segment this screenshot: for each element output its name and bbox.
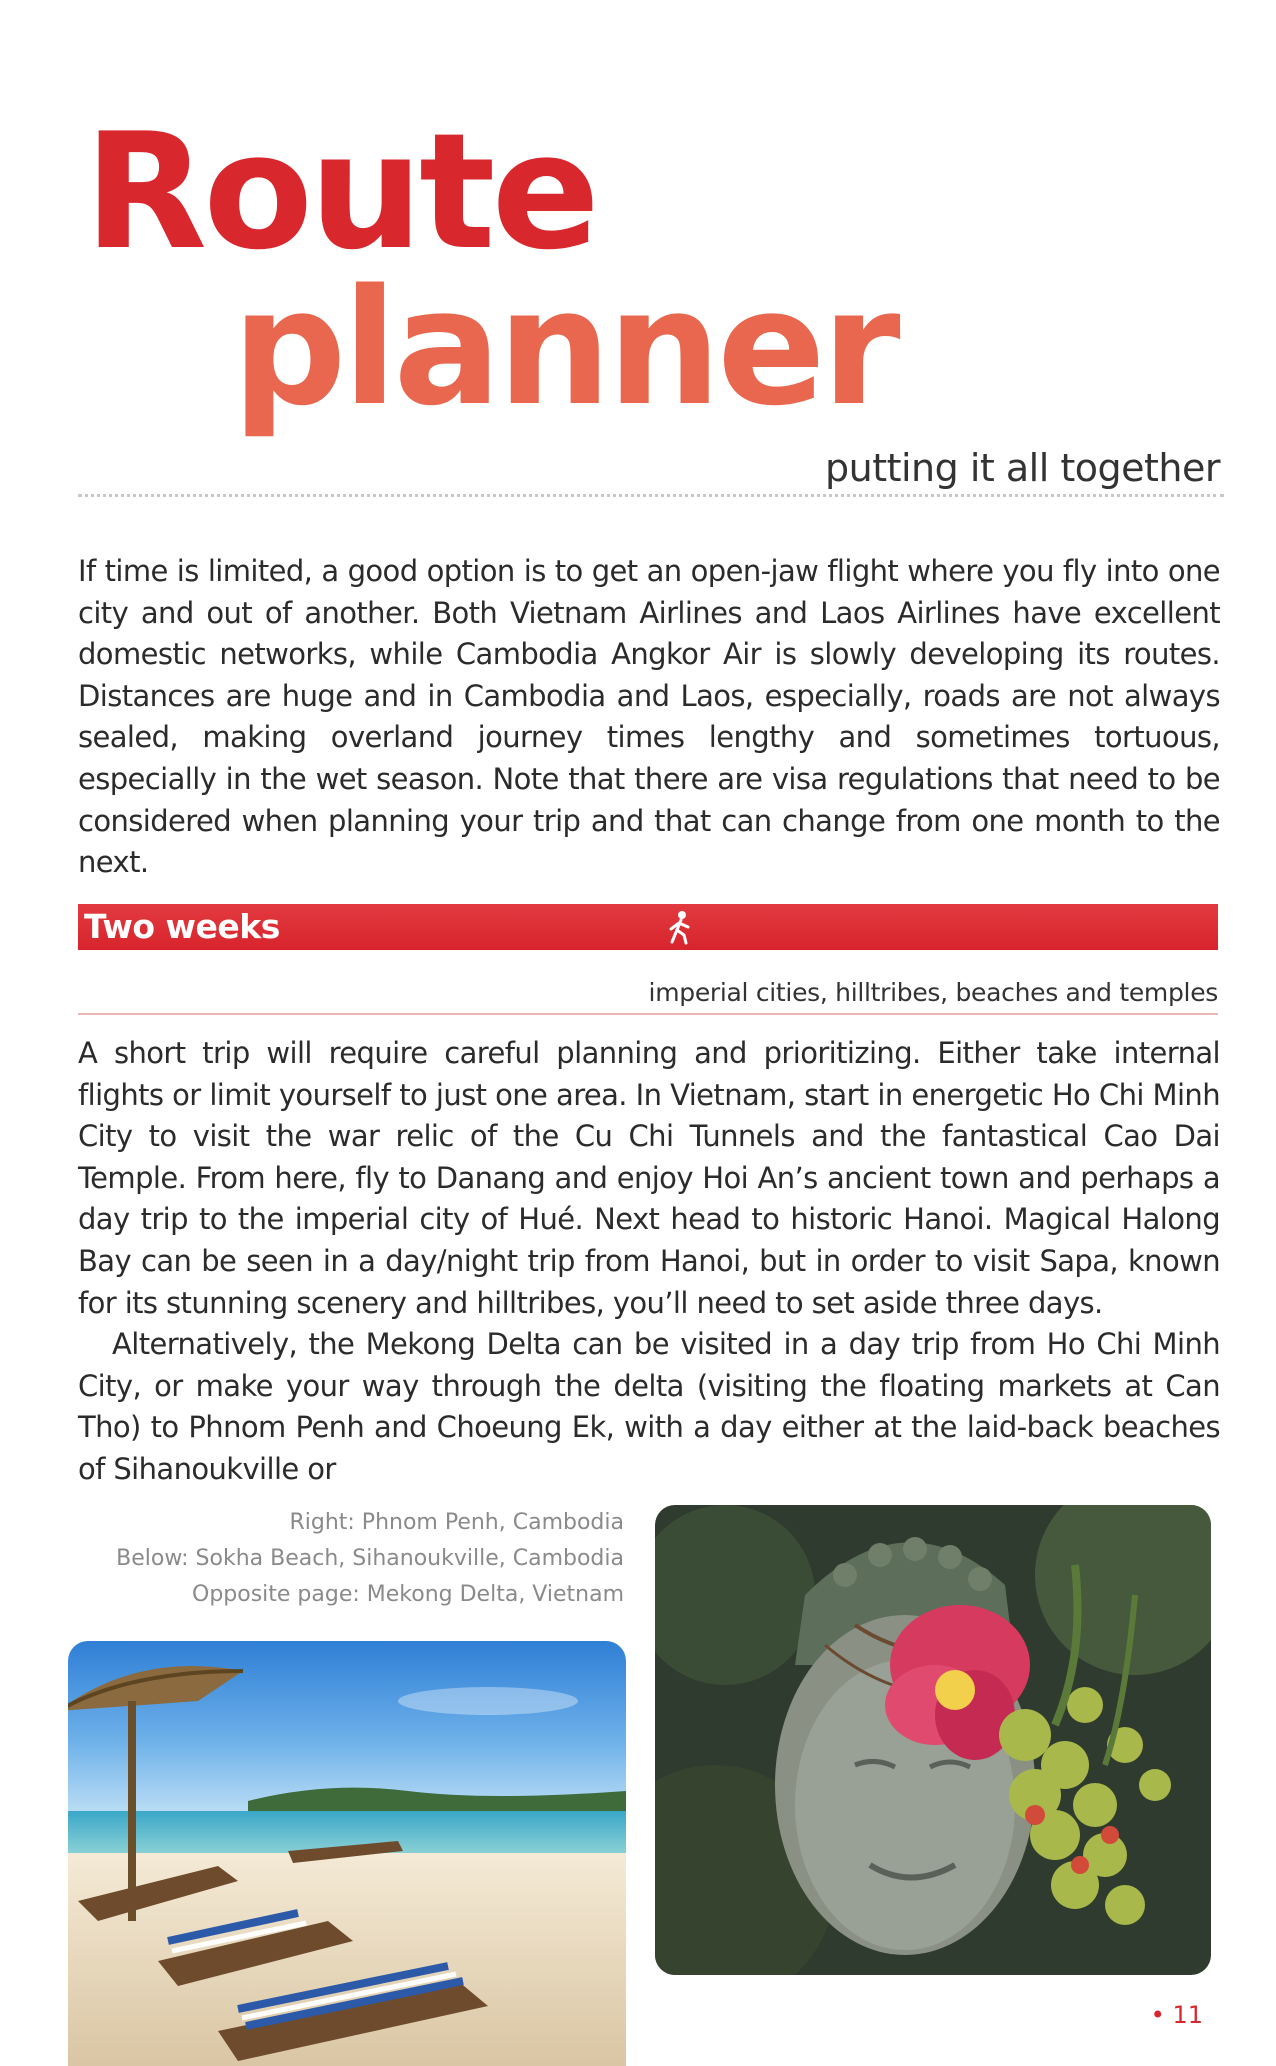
section-divider (78, 1013, 1218, 1015)
section-header-bar (78, 904, 1218, 950)
caption-right: Right: Phnom Penh, Cambodia (289, 1510, 624, 1535)
page-subtitle: putting it all together (825, 446, 1220, 490)
section-paragraph-1: A short trip will require careful planning and prioritizing. Either take internal flights or limit yourself to just one area. In Vietnam, start in energetic Ho Chi Minh City to visit the war relic of the Cu Chi Tunnels and the fantastical Cao Dai Temple. From here, fly to Danang and enjoy Hoi An’s ancient town and perhaps a day trip to the imperial city of Hué. Next head to historic Hanoi. Magical Halong Bay can be seen in a day/night trip from Hanoi, but in order to visit Sapa, known for its stunning scenery and hilltribes, you’ll need to set aside three days. (78, 1036, 1220, 1320)
section-title: Two weeks (84, 907, 280, 946)
section-body (78, 1033, 1220, 1491)
intro-paragraph: If time is limited, a good option is to get an open-jaw flight where you fly into one city and out of another. Both Vietnam Airlines and Laos Airlines have excellent domestic networks, while Cambodia Angkor Air is slowly developing its routes. Distances are huge and in Cambodia and Laos, especially, roads are not always sealed, making overland journey times lengthy and sometimes tortuous, especially in the wet season. Note that there are visa regulations that need to be considered when planning your trip and that can change from one month to the next. (78, 554, 1220, 880)
walker-icon (662, 909, 698, 945)
title-line-1: Route (84, 98, 597, 285)
page-number: • 11 (1150, 2001, 1203, 2029)
section-paragraph-2: Alternatively, the Mekong Delta can be visited in a day trip from Ho Chi Minh City, or make your way through the delta (visiting the floating markets at Can Tho) to Phnom Penh and Choeung Ek, with a day either at the laid-back beaches of Sihanoukville or (78, 1327, 1220, 1486)
caption-opposite: Opposite page: Mekong Delta, Vietnam (192, 1582, 624, 1607)
caption-below: Below: Sokha Beach, Sihanoukville, Cambodia (116, 1546, 624, 1571)
section-subtitle: imperial cities, hilltribes, beaches and temples (648, 978, 1218, 1007)
page-number-value: 11 (1172, 2001, 1203, 2029)
photo-captions (116, 1505, 624, 1613)
title-line-2: planner (232, 254, 897, 441)
dotted-divider (78, 494, 1224, 497)
buddha-photo (655, 1505, 1211, 1975)
beach-photo (68, 1641, 626, 2066)
